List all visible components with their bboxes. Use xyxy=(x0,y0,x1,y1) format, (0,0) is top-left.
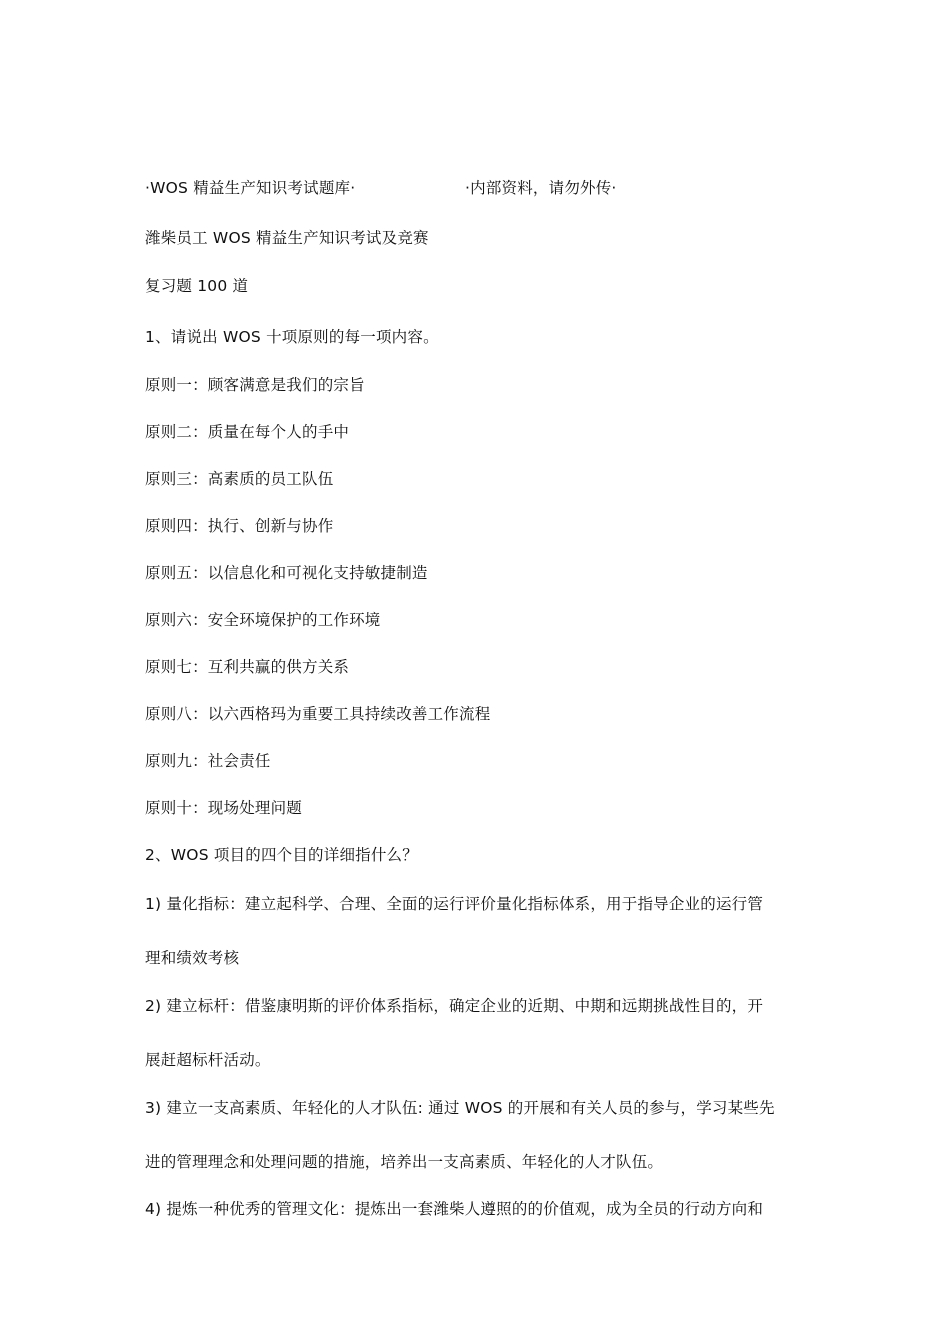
question-2: 2、WOS 项目的四个目的详细指什么？ xyxy=(145,846,418,864)
answer-2-line-1: 2) 建立标杆：借鉴康明斯的评价体系指标，确定企业的近期、中期和远期挑战性目的，开 xyxy=(145,997,764,1015)
document-subtitle: 复习题 100 道 xyxy=(145,277,249,295)
principle-3: 原则三：高素质的员工队伍 xyxy=(145,470,334,488)
answer-1-line-1: 1) 量化指标：建立起科学、合理、全面的运行评价量化指标体系，用于指导企业的运行管 xyxy=(145,895,764,913)
principle-1: 原则一：顾客满意是我们的宗旨 xyxy=(145,376,365,394)
question-1: 1、请说出 WOS 十项原则的每一项内容。 xyxy=(145,328,439,346)
principle-9: 原则九：社会责任 xyxy=(145,752,271,770)
principle-4: 原则四：执行、创新与协作 xyxy=(145,517,334,535)
principle-10: 原则十：现场处理问题 xyxy=(145,799,303,817)
answer-3-line-2: 进的管理理念和处理问题的措施，培养出一支高素质、年轻化的人才队伍。 xyxy=(145,1153,664,1171)
principle-5: 原则五：以信息化和可视化支持敏捷制造 xyxy=(145,564,428,582)
answer-1-line-2: 理和绩效考核 xyxy=(145,949,240,967)
principle-8: 原则八：以六西格玛为重要工具持续改善工作流程 xyxy=(145,705,491,723)
document-title: 潍柴员工 WOS 精益生产知识考试及竞赛 xyxy=(145,229,429,247)
header-left: ·WOS 精益生产知识考试题库· xyxy=(145,179,356,197)
principle-6: 原则六：安全环境保护的工作环境 xyxy=(145,611,381,629)
header-right: ·内部资料，请勿外传· xyxy=(465,179,617,197)
answer-4-line-1: 4) 提炼一种优秀的管理文化：提炼出一套潍柴人遵照的的价值观，成为全员的行动方向和 xyxy=(145,1200,764,1218)
answer-3-line-1: 3) 建立一支高素质、年轻化的人才队伍: 通过 WOS 的开展和有关人员的参与，学习某些先 xyxy=(145,1099,775,1117)
principle-2: 原则二：质量在每个人的手中 xyxy=(145,423,350,441)
principle-7: 原则七：互利共赢的供方关系 xyxy=(145,658,350,676)
answer-2-line-2: 展赶超标杆活动。 xyxy=(145,1051,271,1069)
